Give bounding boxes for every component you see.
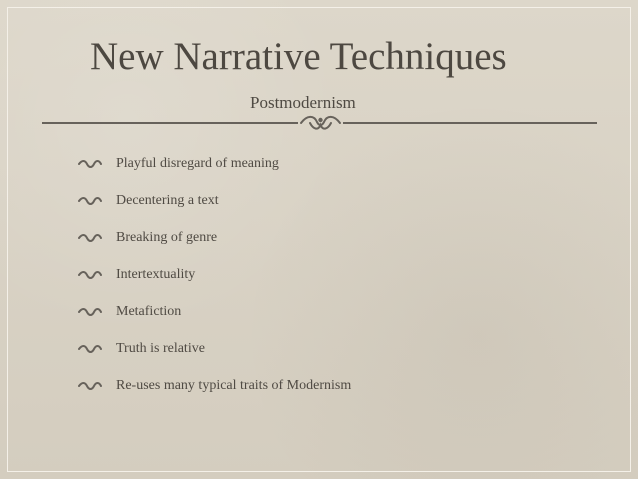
- slide-title: New Narrative Techniques: [90, 35, 507, 78]
- ornament-bullet-icon: [78, 344, 102, 354]
- bullet-label: Metafiction: [116, 303, 182, 319]
- bullet-item-metafiction: [78, 293, 351, 330]
- bullet-item-playful-disregard: [78, 145, 351, 182]
- ornament-bullet-icon: [78, 159, 102, 169]
- ornament-bullet-icon: [78, 270, 102, 280]
- title-rule-left: [42, 122, 298, 124]
- bullet-label: Breaking of genre: [116, 229, 218, 245]
- ornamental-divider-icon: [299, 113, 342, 133]
- bullet-item-intertextuality: [78, 256, 351, 293]
- bullet-label: Playful disregard of meaning: [116, 155, 279, 171]
- bullet-item-decentering: [78, 182, 351, 219]
- bullet-item-modernism-traits: [78, 367, 351, 404]
- bullet-item-breaking-genre: [78, 219, 351, 256]
- ornament-bullet-icon: [78, 381, 102, 391]
- bullet-label: Intertextuality: [116, 266, 196, 282]
- ornament-bullet-icon: [78, 196, 102, 206]
- ornament-bullet-icon: [78, 307, 102, 317]
- bullet-list: [78, 145, 351, 404]
- slide-subtitle: Postmodernism: [250, 93, 356, 112]
- bullet-item-truth-relative: [78, 330, 351, 367]
- bullet-label: Decentering a text: [116, 192, 219, 208]
- ornament-bullet-icon: [78, 233, 102, 243]
- bullet-label: Truth is relative: [116, 340, 205, 356]
- bullet-label: Re-uses many typical traits of Modernism: [116, 377, 352, 393]
- title-rule-right: [343, 122, 597, 124]
